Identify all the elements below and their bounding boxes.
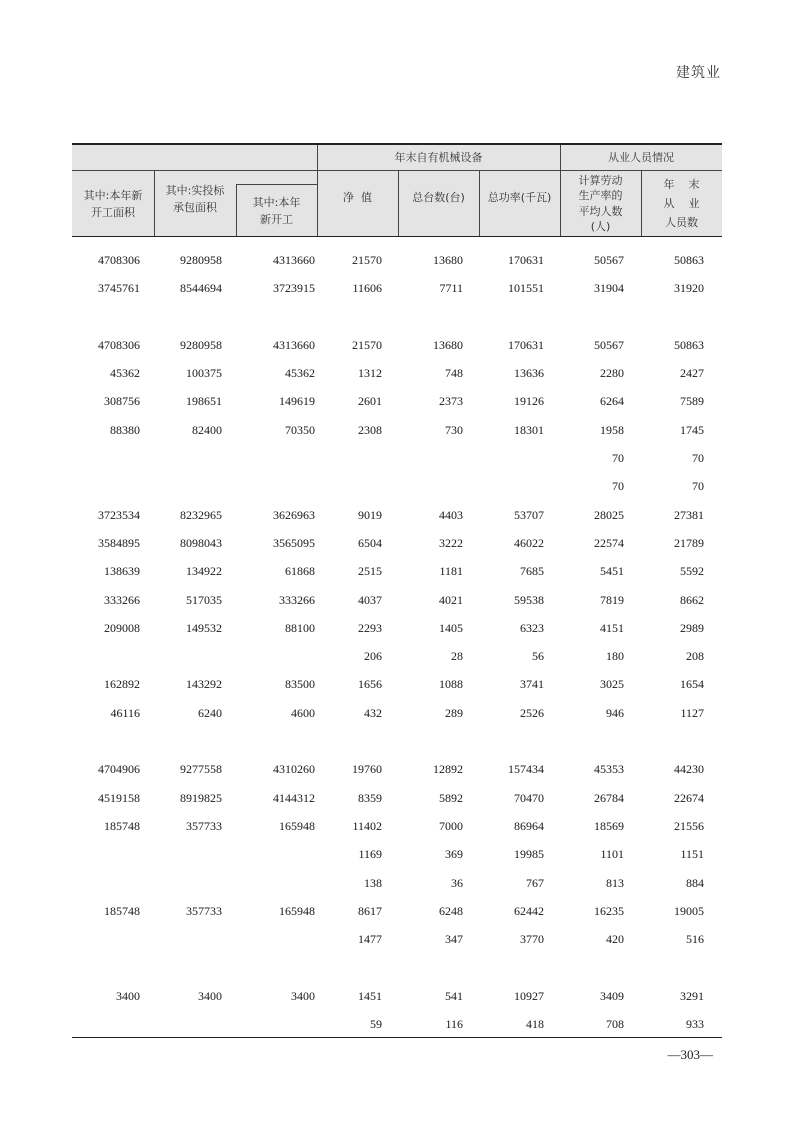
table-cell: 933 <box>686 1017 704 1032</box>
table-cell: 3025 <box>600 677 624 692</box>
table-header <box>72 143 722 237</box>
table-cell: 3565095 <box>273 535 315 550</box>
table-cell: 432 <box>364 705 382 720</box>
table-cell: 88100 <box>285 620 315 635</box>
table-cell: 289 <box>445 705 463 720</box>
table-cell: 70 <box>612 451 624 466</box>
table-cell: 149532 <box>186 620 222 635</box>
table-cell: 5592 <box>680 564 704 579</box>
table-cell: 2601 <box>358 394 382 409</box>
table-cell: 8662 <box>680 592 704 607</box>
table-cell: 116 <box>445 1017 463 1032</box>
table-row <box>72 529 722 557</box>
table-cell: 9277558 <box>180 762 222 777</box>
table-cell: 45353 <box>594 762 624 777</box>
table-cell: 157434 <box>508 762 544 777</box>
table-cell: 541 <box>445 988 463 1003</box>
col-header-total-power: 总功率(千瓦) <box>487 190 552 204</box>
table-bottom-rule <box>72 1037 722 1038</box>
table-cell: 3741 <box>520 677 544 692</box>
table-cell: 4144312 <box>273 790 315 805</box>
table-cell: 61868 <box>285 564 315 579</box>
table-cell: 357733 <box>186 818 222 833</box>
table-cell: 4313660 <box>273 337 315 352</box>
table-cell: 206 <box>364 649 382 664</box>
table-cell: 59538 <box>514 592 544 607</box>
table-row <box>72 614 722 642</box>
table-body <box>72 246 722 1038</box>
table-cell: 2293 <box>358 620 382 635</box>
table-cell: 19760 <box>352 762 382 777</box>
table-cell: 88380 <box>110 422 140 437</box>
table-cell: 28 <box>451 649 463 664</box>
table-cell: 1169 <box>358 847 382 862</box>
table-cell: 22674 <box>674 790 704 805</box>
table-cell: 18569 <box>594 818 624 833</box>
table-cell: 767 <box>526 875 544 890</box>
table-cell: 308756 <box>104 394 140 409</box>
table-cell: 8098043 <box>180 535 222 550</box>
table-row <box>72 246 722 274</box>
table-cell: 884 <box>686 875 704 890</box>
table-row <box>72 670 722 698</box>
table-cell: 6240 <box>198 705 222 720</box>
table-cell: 36 <box>451 875 463 890</box>
table-cell: 21789 <box>674 535 704 550</box>
table-cell: 2280 <box>600 366 624 381</box>
table-cell: 4708306 <box>98 253 140 267</box>
table-cell: 1127 <box>680 705 704 720</box>
table-cell: 4310260 <box>273 762 315 777</box>
table-cell: 70 <box>692 451 704 466</box>
table-cell: 2427 <box>680 366 704 381</box>
table-cell: 53707 <box>514 507 544 522</box>
table-cell: 946 <box>606 705 624 720</box>
table-cell: 19985 <box>514 847 544 862</box>
table-cell: 138 <box>364 875 382 890</box>
table-cell: 3626963 <box>273 507 315 522</box>
col-header-year-end-staff: 年 末 从 业 人员数 <box>663 178 700 229</box>
table-cell: 3409 <box>600 988 624 1003</box>
table-cell: 7589 <box>680 394 704 409</box>
table-cell: 708 <box>606 1017 624 1032</box>
col-header-net-value: 净 值 <box>343 190 372 204</box>
running-head: 建筑业 <box>676 65 721 81</box>
table-cell: 2515 <box>358 564 382 579</box>
table-cell: 1405 <box>439 620 463 635</box>
table-cell: 149619 <box>279 394 315 409</box>
table-cell: 185748 <box>104 903 140 918</box>
table-cell: 138639 <box>104 564 140 579</box>
table-row <box>72 925 722 953</box>
table-row <box>72 953 722 981</box>
table-cell: 8617 <box>358 903 382 918</box>
table-cell: 357733 <box>186 903 222 918</box>
table-cell: 11402 <box>352 818 382 833</box>
table-cell: 13680 <box>433 337 463 352</box>
table-cell: 22574 <box>594 535 624 550</box>
table-row <box>72 982 722 1010</box>
table-cell: 100375 <box>186 366 222 381</box>
table-cell: 134922 <box>186 564 222 579</box>
table-cell: 4403 <box>439 507 463 522</box>
table-cell: 6504 <box>358 535 382 550</box>
table-cell: 3291 <box>680 988 704 1003</box>
table-cell: 8544694 <box>180 281 222 296</box>
table-cell: 6248 <box>439 903 463 918</box>
table-cell: 8359 <box>358 790 382 805</box>
table-cell: 6323 <box>520 620 544 635</box>
table-row <box>72 840 722 868</box>
table-cell: 62442 <box>514 903 544 918</box>
table-cell: 7711 <box>439 281 463 296</box>
table-cell: 170631 <box>508 253 544 267</box>
table-cell: 347 <box>445 932 463 947</box>
col-header-contract-area: 其中:实投标 承包面积 <box>165 184 225 214</box>
table-cell: 21570 <box>352 253 382 267</box>
table-cell: 2373 <box>439 394 463 409</box>
table-cell: 185748 <box>104 818 140 833</box>
table-row <box>72 812 722 840</box>
table-cell: 162892 <box>104 677 140 692</box>
table-cell: 31904 <box>594 281 624 296</box>
table-cell: 1451 <box>358 988 382 1003</box>
table-cell: 8232965 <box>180 507 222 522</box>
table-cell: 45362 <box>285 366 315 381</box>
table-cell: 50863 <box>674 337 704 352</box>
table-cell: 4519158 <box>98 790 140 805</box>
table-cell: 101551 <box>508 281 544 296</box>
table-row <box>72 897 722 925</box>
table-cell: 16235 <box>594 903 624 918</box>
table-cell: 56 <box>532 649 544 664</box>
table-cell: 1745 <box>680 422 704 437</box>
table-cell: 2526 <box>520 705 544 720</box>
table-cell: 45362 <box>110 366 140 381</box>
table-cell: 70 <box>612 479 624 494</box>
table-cell: 31920 <box>674 281 704 296</box>
table-cell: 180 <box>606 649 624 664</box>
header-group-staff: 从业人员情况 <box>608 151 674 164</box>
table-cell: 13680 <box>433 253 463 267</box>
table-cell: 3400 <box>198 988 222 1003</box>
table-cell: 813 <box>606 875 624 890</box>
table-cell: 1088 <box>439 677 463 692</box>
table-cell: 4037 <box>358 592 382 607</box>
table-row <box>72 699 722 727</box>
table-row <box>72 755 722 783</box>
table-cell: 1654 <box>680 677 704 692</box>
table-cell: 198651 <box>186 394 222 409</box>
table-row <box>72 869 722 897</box>
table-row <box>72 416 722 444</box>
table-cell: 1181 <box>439 564 463 579</box>
table-cell: 70 <box>692 479 704 494</box>
table-cell: 19126 <box>514 394 544 409</box>
table-cell: 28025 <box>594 507 624 522</box>
table-cell: 3770 <box>520 932 544 947</box>
table-cell: 333266 <box>279 592 315 607</box>
table-row <box>72 274 722 302</box>
table-cell: 21570 <box>352 337 382 352</box>
table-cell: 70470 <box>514 790 544 805</box>
table-row <box>72 557 722 585</box>
table-cell: 3723915 <box>273 281 315 296</box>
table-row <box>72 1010 722 1038</box>
table-cell: 59 <box>370 1017 382 1032</box>
table-cell: 46022 <box>514 535 544 550</box>
table-cell: 82400 <box>192 422 222 437</box>
table-cell: 9019 <box>358 507 382 522</box>
table-cell: 50567 <box>594 253 624 267</box>
table-cell: 86964 <box>514 818 544 833</box>
table-cell: 4708306 <box>98 337 140 352</box>
table-cell: 4600 <box>291 705 315 720</box>
table-cell: 50567 <box>594 337 624 352</box>
table-cell: 7000 <box>439 818 463 833</box>
table-cell: 21556 <box>674 818 704 833</box>
table-cell: 7819 <box>600 592 624 607</box>
table-row <box>72 303 722 331</box>
table-row <box>72 359 722 387</box>
table-row <box>72 444 722 472</box>
table-cell: 50863 <box>674 253 704 267</box>
col-header-total-units: 总台数(台) <box>412 190 465 204</box>
table-cell: 333266 <box>104 592 140 607</box>
table-cell: 170631 <box>508 337 544 352</box>
table-cell: 3584895 <box>98 535 140 550</box>
table-cell: 516 <box>686 932 704 947</box>
table-row <box>72 472 722 500</box>
table-row <box>72 387 722 415</box>
table-cell: 18301 <box>514 422 544 437</box>
table-cell: 3745761 <box>98 281 140 296</box>
table-cell: 8919825 <box>180 790 222 805</box>
table-cell: 83500 <box>285 677 315 692</box>
table-cell: 418 <box>526 1017 544 1032</box>
table-cell: 4704906 <box>98 762 140 777</box>
table-cell: 7685 <box>520 564 544 579</box>
table-cell: 1151 <box>680 847 704 862</box>
table-cell: 3723534 <box>98 507 140 522</box>
table-cell: 2308 <box>358 422 382 437</box>
table-row <box>72 586 722 614</box>
table-cell: 4021 <box>439 592 463 607</box>
table-row <box>72 331 722 359</box>
table-cell: 3400 <box>291 988 315 1003</box>
table-cell: 4313660 <box>273 253 315 267</box>
table-cell: 4151 <box>600 620 624 635</box>
table-cell: 70350 <box>285 422 315 437</box>
table-row <box>72 727 722 755</box>
table-cell: 3222 <box>439 535 463 550</box>
table-cell: 1312 <box>358 366 382 381</box>
table-cell: 19005 <box>674 903 704 918</box>
table-cell: 1656 <box>358 677 382 692</box>
table-cell: 44230 <box>674 762 704 777</box>
col-header-avg-workers: 计算劳动 生产率的 平均人数 (人) <box>578 173 623 233</box>
col-header-new-start: 其中:本年 新开工 <box>252 195 301 226</box>
table-cell: 6264 <box>600 394 624 409</box>
table-cell: 10927 <box>514 988 544 1003</box>
table-cell: 9280958 <box>180 253 222 267</box>
table-row <box>72 642 722 670</box>
table-cell: 730 <box>445 422 463 437</box>
table-cell: 27381 <box>674 507 704 522</box>
table-cell: 12892 <box>433 762 463 777</box>
table-cell: 9280958 <box>180 337 222 352</box>
table-row <box>72 784 722 812</box>
table-cell: 13636 <box>514 366 544 381</box>
header-group-equipment: 年末自有机械设备 <box>394 151 483 164</box>
table-cell: 1101 <box>600 847 624 862</box>
table-cell: 5892 <box>439 790 463 805</box>
table-cell: 208 <box>686 649 704 664</box>
table-cell: 209008 <box>104 620 140 635</box>
table-cell: 1958 <box>600 422 624 437</box>
table-cell: 369 <box>445 847 463 862</box>
table-cell: 748 <box>445 366 463 381</box>
table-cell: 3400 <box>116 988 140 1003</box>
page-number: —303— <box>667 1047 713 1062</box>
table-cell: 165948 <box>279 903 315 918</box>
table-cell: 143292 <box>186 677 222 692</box>
table-cell: 517035 <box>186 592 222 607</box>
table-cell: 2989 <box>680 620 704 635</box>
table-cell: 5451 <box>600 564 624 579</box>
table-cell: 1477 <box>358 932 382 947</box>
table-cell: 46116 <box>110 705 140 720</box>
table-cell: 165948 <box>279 818 315 833</box>
table-cell: 11606 <box>352 281 382 296</box>
table-cell: 420 <box>606 932 624 947</box>
col-header-new-start-area: 其中:本年新 开工面积 <box>83 188 143 219</box>
table-cell: 26784 <box>594 790 624 805</box>
table-row <box>72 501 722 529</box>
